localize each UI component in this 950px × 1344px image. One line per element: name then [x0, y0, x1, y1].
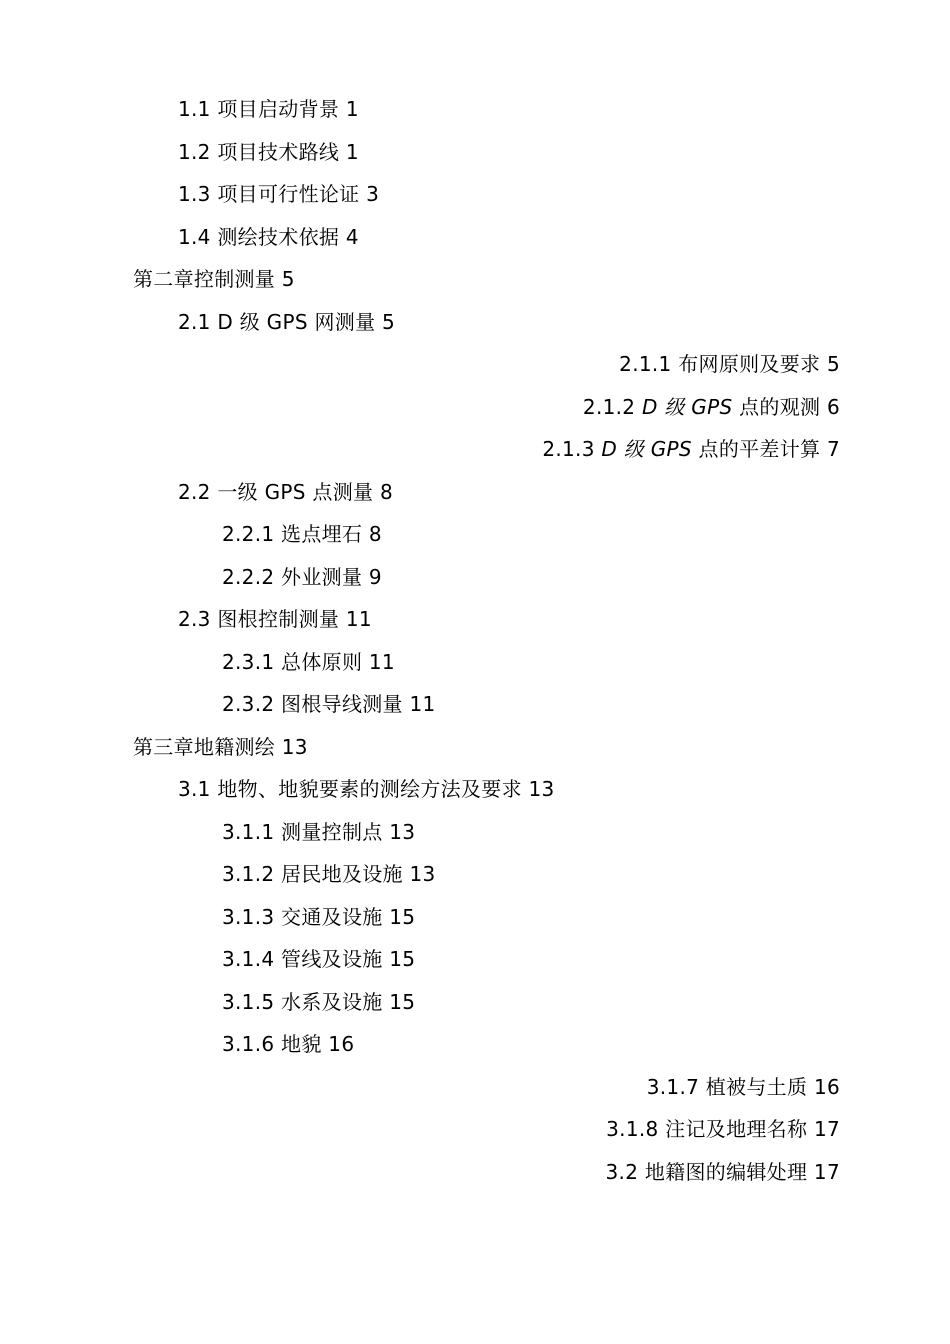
toc-entry-3-2: 3.2 地籍图的编辑处理 17	[605, 1159, 840, 1184]
toc-entry-2-2-2: 2.2.2 外业测量 9	[222, 564, 382, 589]
toc-entry-2-1-3-italic: D 级 GPS	[601, 437, 692, 461]
toc-entry-2-1-2-title: 点的观测 6	[732, 394, 840, 419]
toc-entry-1-4: 1.4 测绘技术依据 4	[178, 224, 359, 249]
toc-entry-2-2-1: 2.2.1 选点埋石 8	[222, 522, 382, 546]
toc-entry-2-1-2-italic: D 级 GPS	[641, 394, 733, 419]
toc-entry-2-1-1: 2.1.1 布网原则及要求 5	[619, 352, 840, 376]
toc-entry-1-1: 1.1 项目启动背景 1	[178, 97, 359, 121]
toc-entry-2-1-3	[0, 428, 950, 471]
toc-entry-3-1-4: 3.1.4 管线及设施 15	[222, 947, 416, 971]
toc-entry-2-1-3-title: 点的平差计算 7	[691, 437, 840, 461]
toc-entry-2-1-2-number: 2.1.2	[582, 394, 642, 419]
toc-entry-3-1-3: 3.1.3 交通及设施 15	[222, 904, 416, 929]
toc-entry-2-1: 2.1 D 级 GPS 网测量 5	[178, 309, 396, 334]
toc-chapter-3: 第三章地籍测绘 13	[133, 734, 308, 759]
toc-entry-2-1-2	[0, 386, 950, 429]
toc-entry-3-1-6: 3.1.6 地貌 16	[222, 1032, 355, 1056]
toc-chapter-2: 第二章控制测量 5	[133, 267, 295, 291]
toc-entry-2-1-3-number: 2.1.3	[542, 437, 602, 461]
toc-entry-1-3: 1.3 项目可行性论证 3	[178, 182, 380, 206]
toc-entry-2-3-1: 2.3.1 总体原则 11	[222, 649, 395, 674]
toc-entry-1-2: 1.2 项目技术路线 1	[178, 139, 359, 164]
toc-entry-3-1-5: 3.1.5 水系及设施 15	[222, 989, 416, 1014]
toc-entry-3-1-7: 3.1.7 植被与土质 16	[646, 1074, 840, 1099]
toc-entry-3-1: 3.1 地物、地貌要素的测绘方法及要求 13	[178, 777, 555, 801]
toc-entry-3-1-1: 3.1.1 测量控制点 13	[222, 819, 416, 844]
table-of-contents	[0, 88, 950, 1193]
toc-entry-2-3: 2.3 图根控制测量 11	[178, 607, 372, 631]
toc-entry-3-1-8: 3.1.8 注记及地理名称 17	[606, 1117, 840, 1141]
toc-entry-3-1-2: 3.1.2 居民地及设施 13	[222, 862, 436, 886]
toc-entry-2-3-2: 2.3.2 图根导线测量 11	[222, 692, 436, 716]
toc-entry-2-2: 2.2 一级 GPS 点测量 8	[178, 479, 394, 504]
